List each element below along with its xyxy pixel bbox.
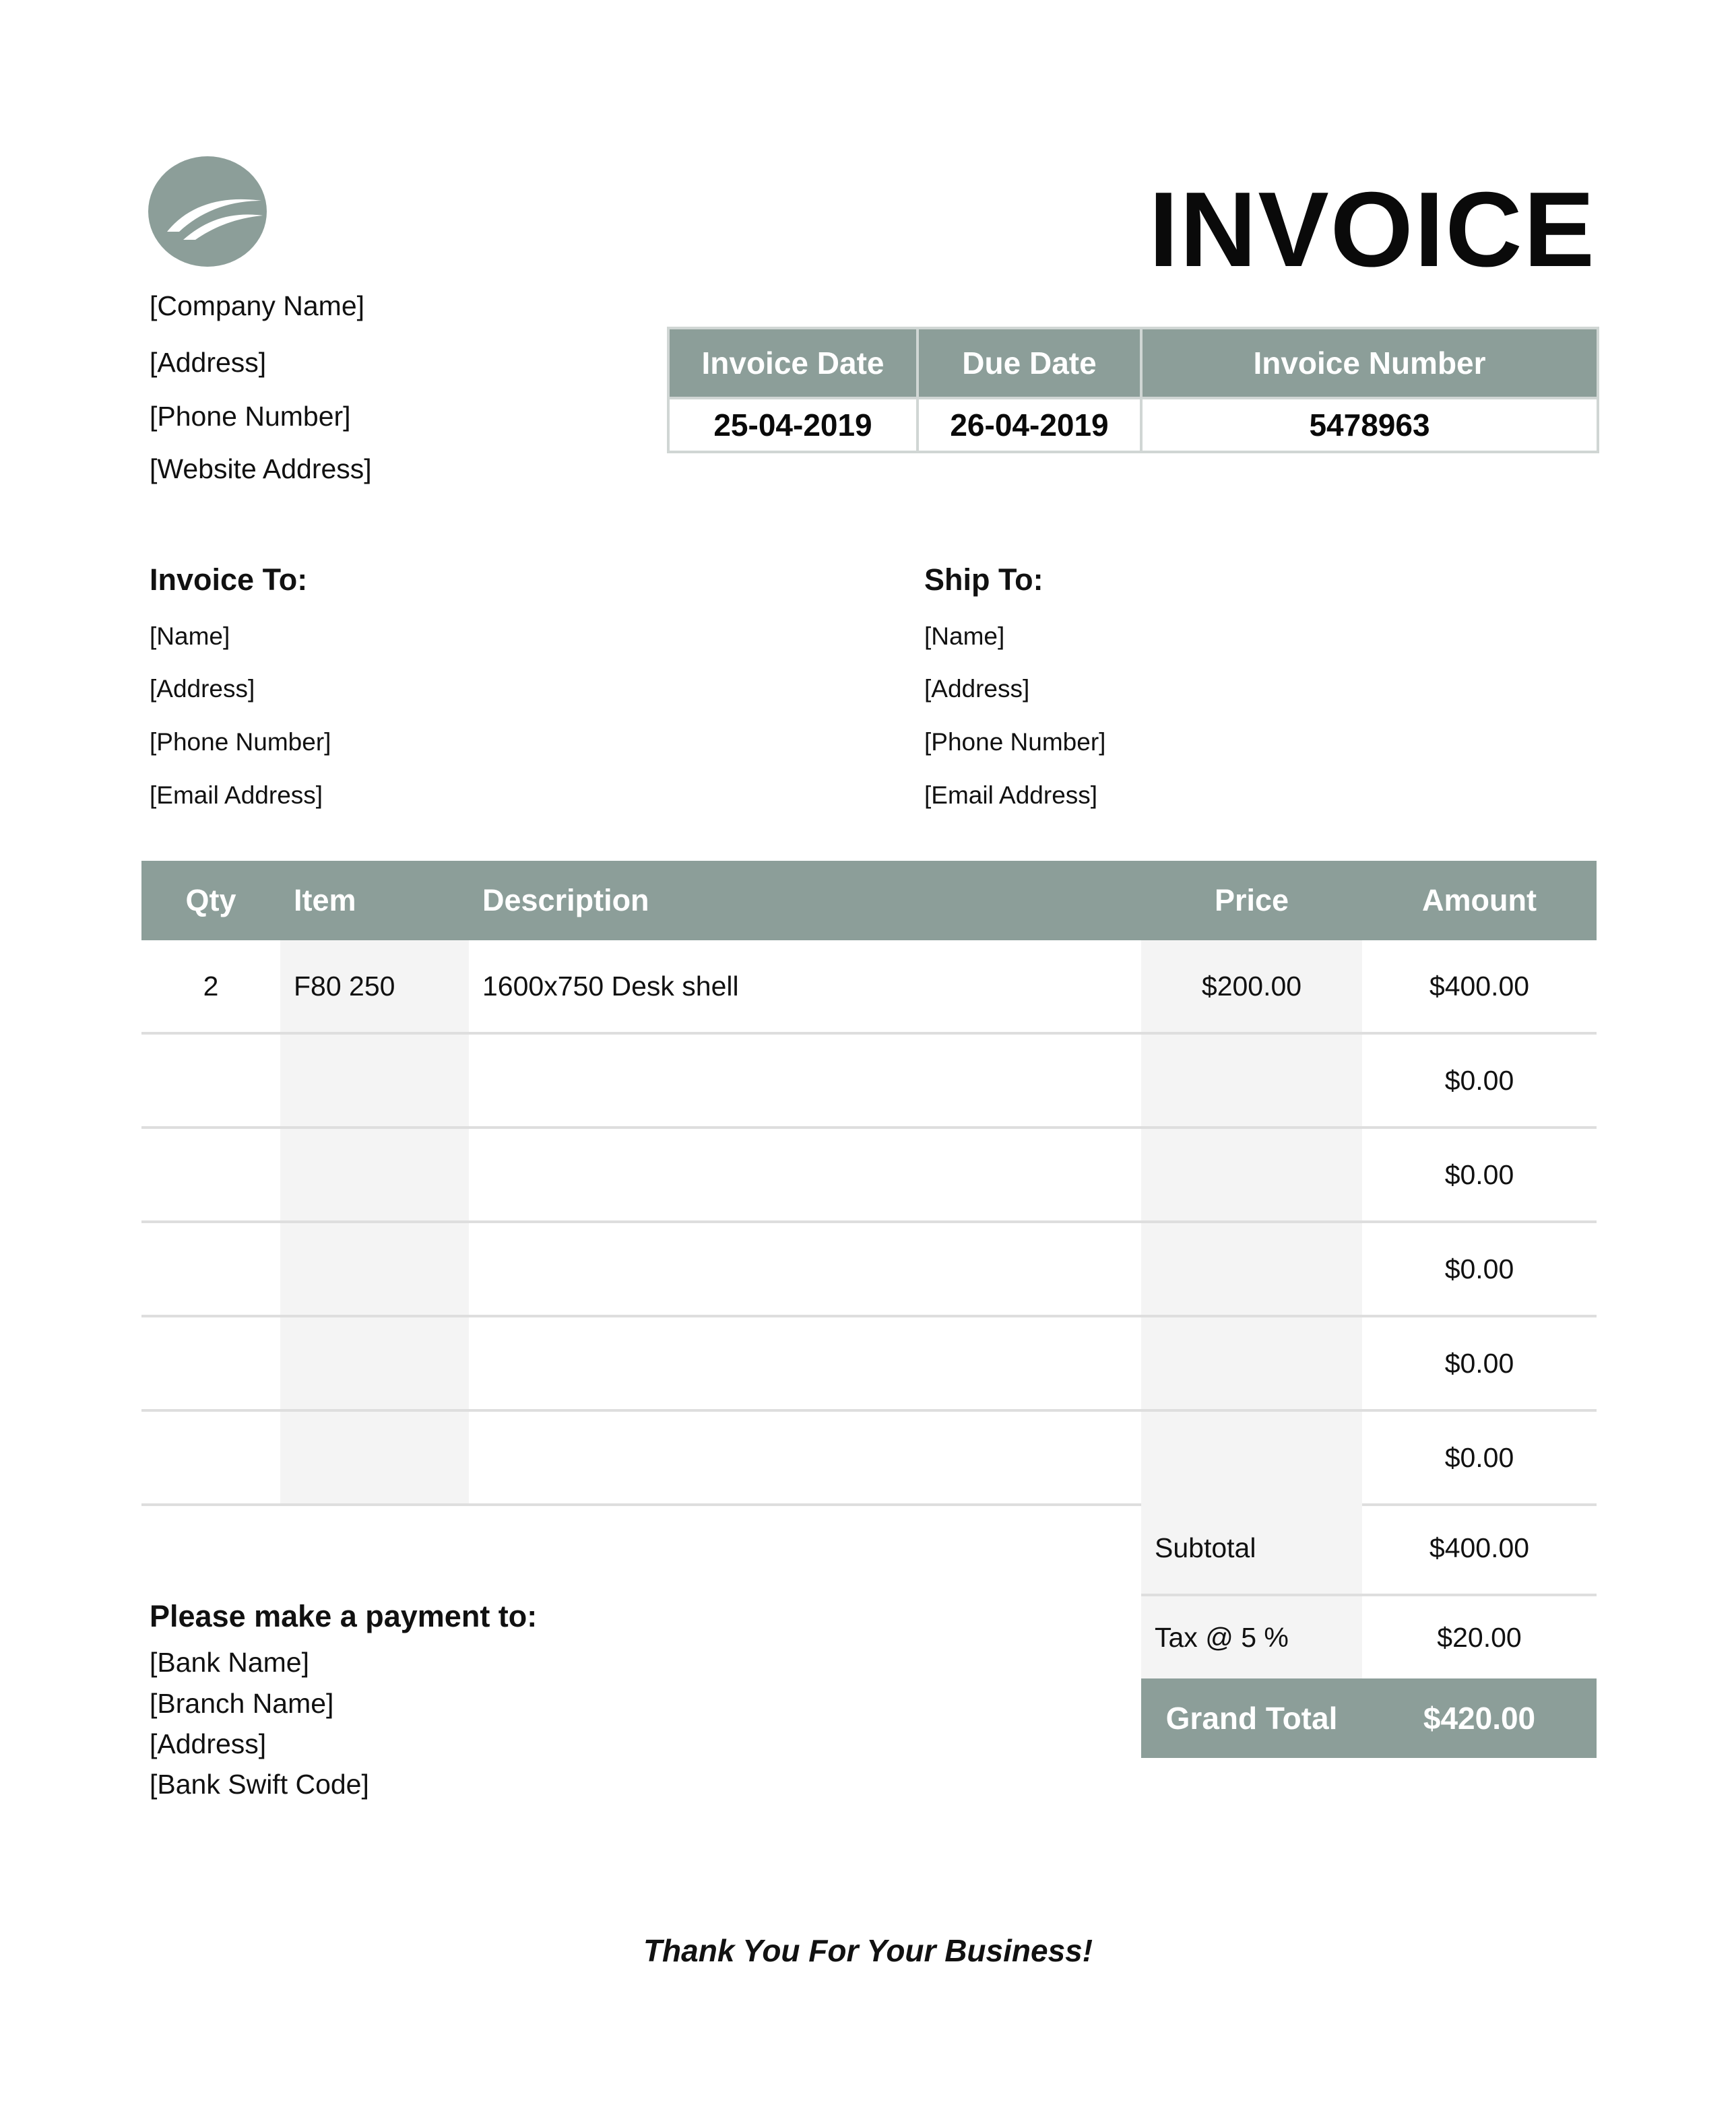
amount-cell: $0.00 xyxy=(1362,1316,1597,1410)
table-row xyxy=(141,1128,1597,1222)
due-date-header: Due Date xyxy=(918,328,1141,398)
grand-total-label: Grand Total xyxy=(1141,1678,1362,1758)
price-header: Price xyxy=(1141,861,1362,940)
invoice-to-name: [Name] xyxy=(150,622,230,650)
invoice-date-value: 25-04-2019 xyxy=(668,398,918,452)
qty-cell: 2 xyxy=(141,940,280,1033)
description-cell xyxy=(469,1033,1141,1128)
qty-cell xyxy=(141,1316,280,1410)
table-row xyxy=(141,1033,1597,1128)
amount-cell: $400.00 xyxy=(1362,940,1597,1033)
item-cell xyxy=(280,1128,469,1222)
ship-to-email: [Email Address] xyxy=(924,781,1098,809)
price-cell xyxy=(1141,1128,1362,1222)
company-phone: [Phone Number] xyxy=(150,401,351,432)
invoice-meta-table xyxy=(667,327,1599,453)
invoice-number-header: Invoice Number xyxy=(1141,328,1598,398)
ship-to-phone: [Phone Number] xyxy=(924,728,1106,756)
invoice-to-address: [Address] xyxy=(150,675,255,703)
invoice-date-header: Invoice Date xyxy=(668,328,918,398)
description-header: Description xyxy=(469,861,1141,940)
item-cell: F80 250 xyxy=(280,940,469,1033)
description-cell xyxy=(469,1222,1141,1316)
amount-header: Amount xyxy=(1362,861,1597,940)
amount-cell: $0.00 xyxy=(1362,1033,1597,1128)
qty-cell xyxy=(141,1410,280,1505)
price-cell: $200.00 xyxy=(1141,940,1362,1033)
ship-to-heading: Ship To: xyxy=(924,562,1043,597)
line-items-table xyxy=(141,861,1597,1506)
company-website: [Website Address] xyxy=(150,453,372,484)
qty-cell xyxy=(141,1033,280,1128)
table-row xyxy=(141,1410,1597,1505)
invoice-to-phone: [Phone Number] xyxy=(150,728,331,756)
payment-swift: [Bank Swift Code] xyxy=(150,1769,369,1800)
price-cell xyxy=(1141,1410,1362,1505)
item-cell xyxy=(280,1222,469,1316)
table-row xyxy=(141,1316,1597,1410)
amount-cell: $0.00 xyxy=(1362,1410,1597,1505)
payment-address: [Address] xyxy=(150,1728,267,1759)
item-cell xyxy=(280,1410,469,1505)
due-date-value: 26-04-2019 xyxy=(918,398,1141,452)
document-title: INVOICE xyxy=(1149,170,1596,289)
amount-cell: $0.00 xyxy=(1362,1128,1597,1222)
description-cell: 1600x750 Desk shell xyxy=(469,940,1141,1033)
description-cell xyxy=(469,1410,1141,1505)
price-cell xyxy=(1141,1033,1362,1128)
amount-cell: $0.00 xyxy=(1362,1222,1597,1316)
description-cell xyxy=(469,1128,1141,1222)
swoosh-circle-logo-icon xyxy=(148,156,267,267)
grand-total-value: $420.00 xyxy=(1362,1678,1597,1758)
qty-cell xyxy=(141,1222,280,1316)
payment-heading: Please make a payment to: xyxy=(150,1599,538,1633)
description-cell xyxy=(469,1316,1141,1410)
item-header: Item xyxy=(280,861,469,940)
qty-header: Qty xyxy=(141,861,280,940)
tax-label: Tax @ 5 % xyxy=(1141,1595,1362,1678)
price-cell xyxy=(1141,1222,1362,1316)
price-cell xyxy=(1141,1316,1362,1410)
invoice-to-email: [Email Address] xyxy=(150,781,323,809)
totals-table xyxy=(1141,1502,1597,1758)
table-row xyxy=(141,940,1597,1033)
invoice-to-heading: Invoice To: xyxy=(150,562,308,597)
qty-cell xyxy=(141,1128,280,1222)
ship-to-address: [Address] xyxy=(924,675,1030,703)
subtotal-label: Subtotal xyxy=(1141,1502,1362,1595)
ship-to-name: [Name] xyxy=(924,622,1005,650)
item-cell xyxy=(280,1033,469,1128)
company-address: [Address] xyxy=(150,347,267,378)
payment-branch: [Branch Name] xyxy=(150,1688,334,1719)
invoice-number-value: 5478963 xyxy=(1141,398,1598,452)
subtotal-value: $400.00 xyxy=(1362,1502,1597,1595)
company-name: [Company Name] xyxy=(150,290,365,321)
table-row xyxy=(141,1222,1597,1316)
item-cell xyxy=(280,1316,469,1410)
tax-value: $20.00 xyxy=(1437,1621,1522,1653)
thank-you-note: Thank You For Your Business! xyxy=(643,1933,1093,1968)
payment-bank: [Bank Name] xyxy=(150,1647,309,1678)
